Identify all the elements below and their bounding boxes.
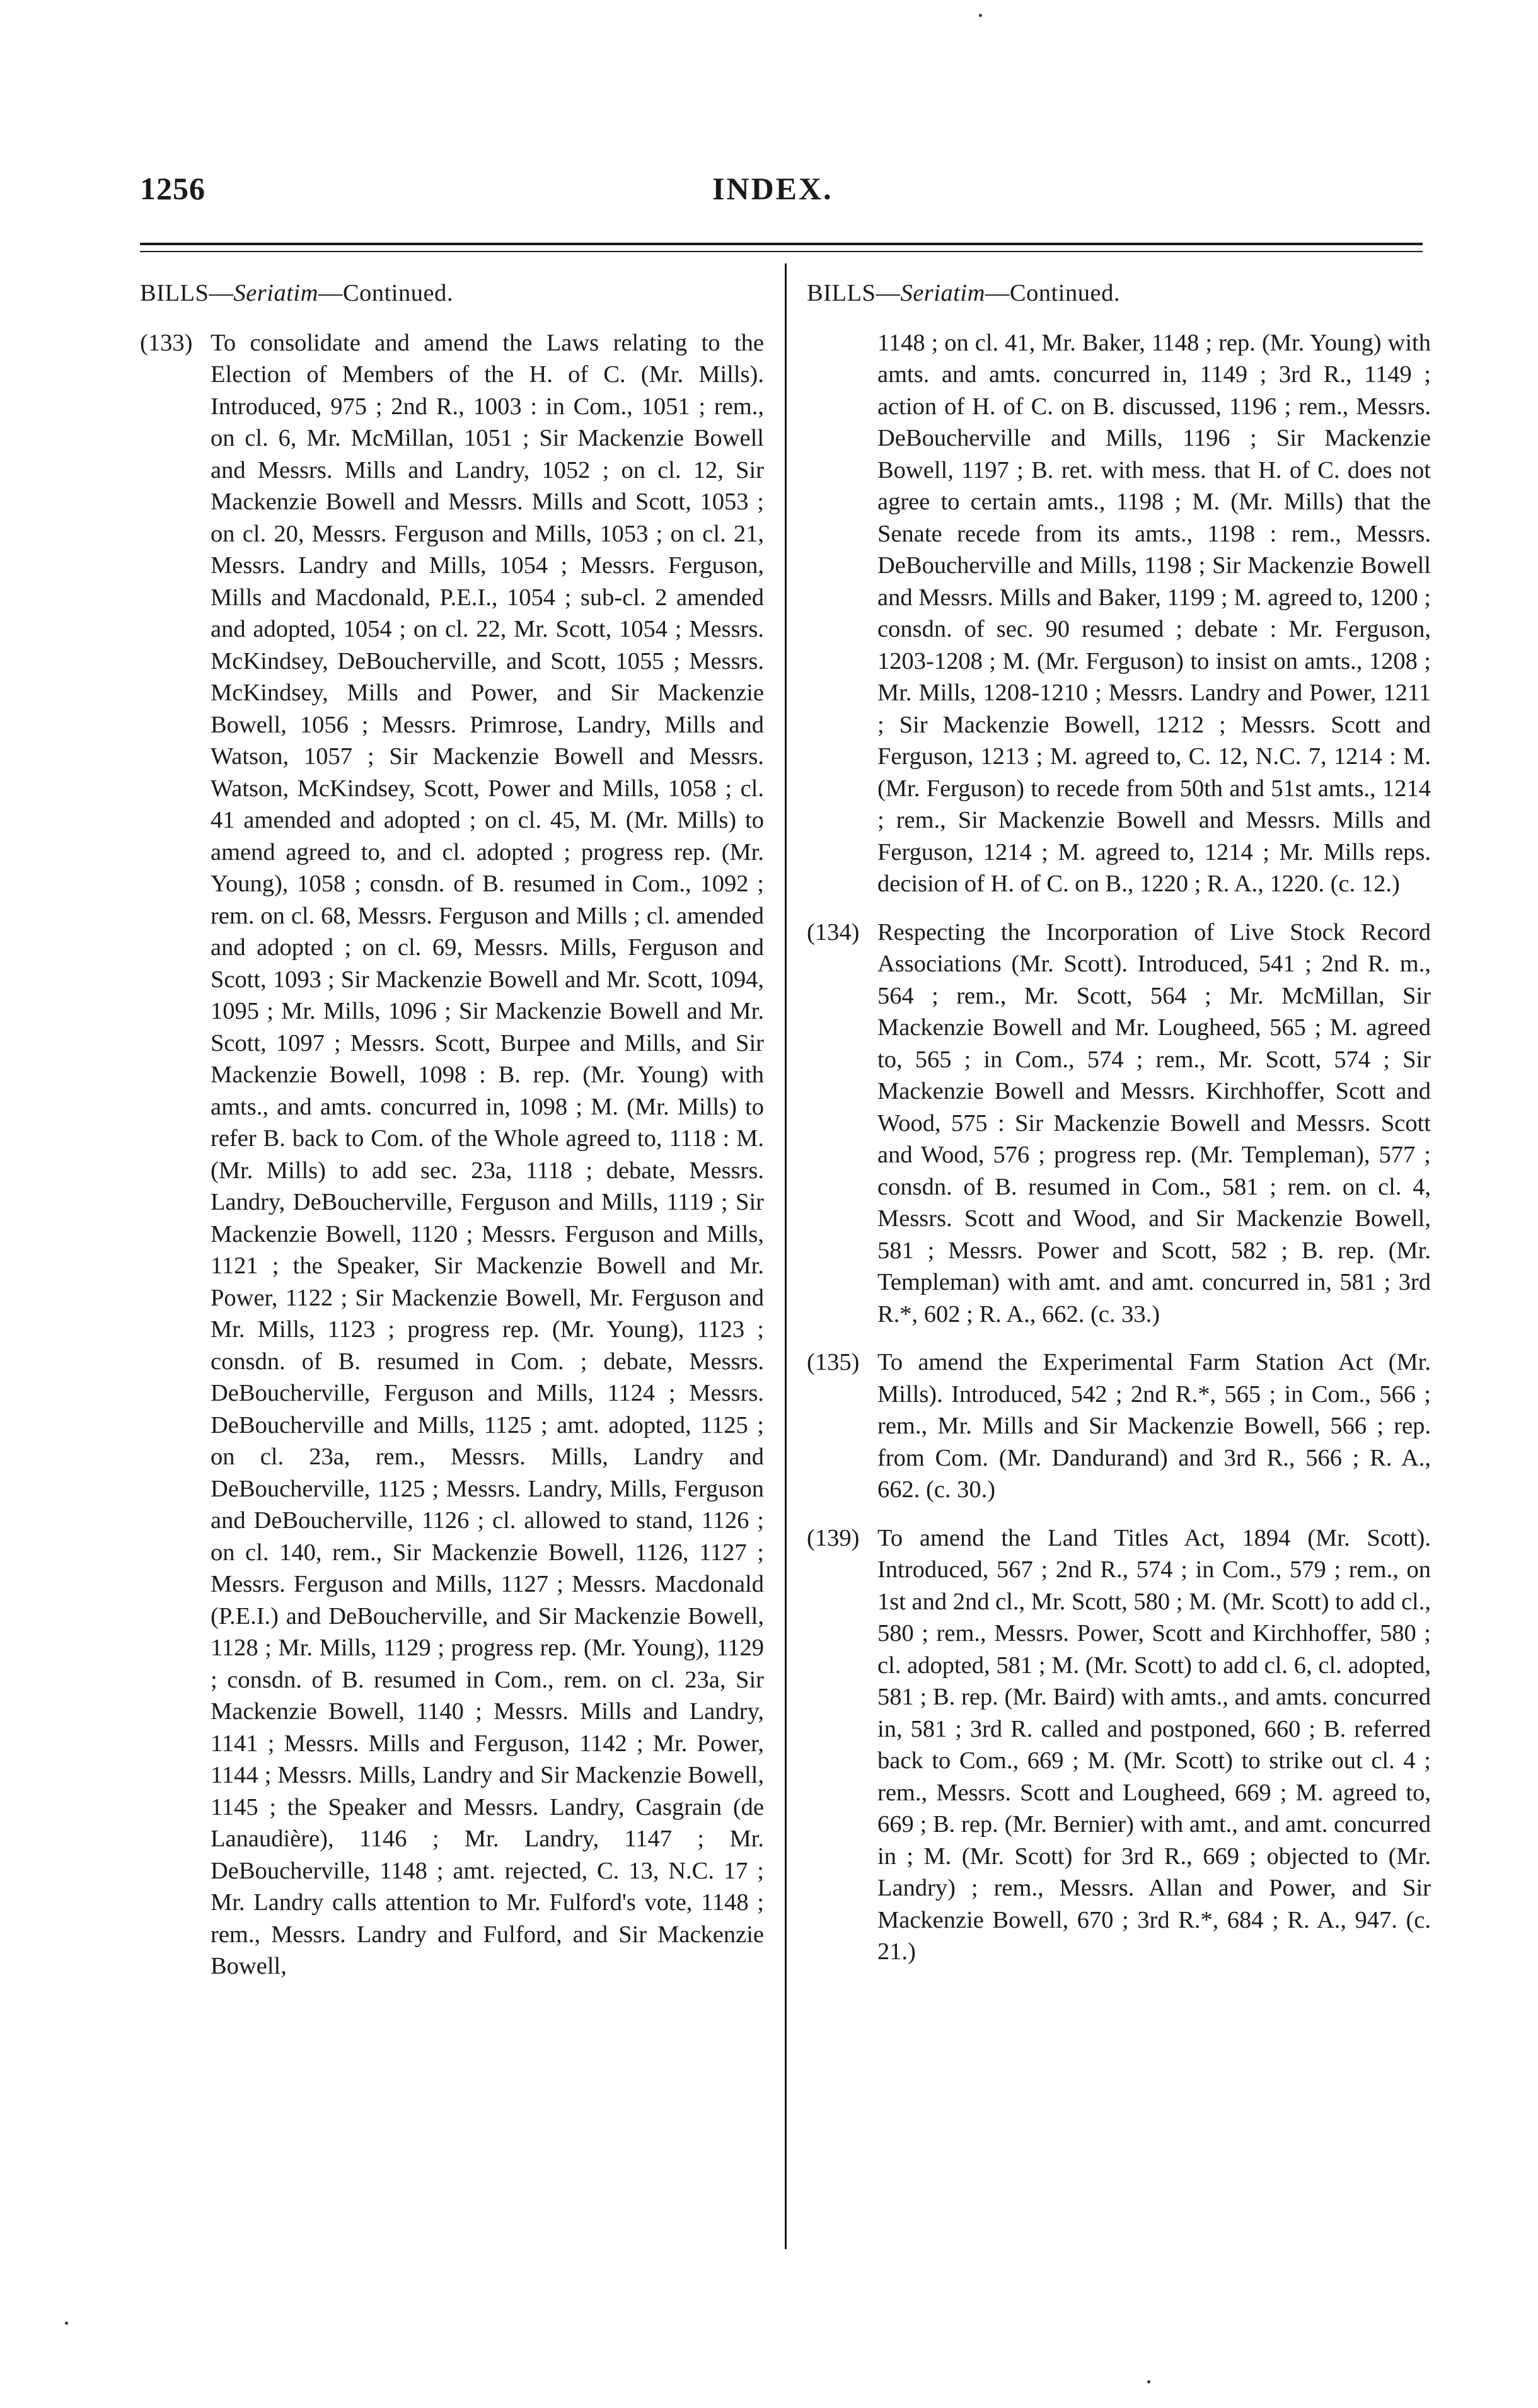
left-column-heading [140,277,764,310]
bill-number: (133) [140,329,193,356]
header-rule-thin [140,251,1423,252]
bill-text: Respecting the Incorporation of Live Stock Record Associations (Mr. Scott). Introduced, 541 ; 2nd R. m., 564 ; rem., Mr. Scott, 564 ; Mr. McMillan, Sir Mackenzie Bowell and Mr. Lougheed, 565 ; M. agreed to, 565 ; in Com., 574 ; rem., Mr. Scott, 574 ; Sir Mackenzie Bowell and Messrs. Kirchhoffer, Scott and Wood, 575 : Sir Mackenzie Bowell and Messrs. Scott and Wood, 576 ; progress rep. (Mr. Templeman), 577 ; consdn. of B. resumed in Com., 581 ; rem. on cl. 4, Messrs. Scott and Wood, and Sir Mackenzie Bowell, 581 ; Messrs. Power and Scott, 582 ; B. rep. (Mr. Templeman) with amt. and amt. concurred in, 581 ; 3rd R.*, 602 ; R. A., 662. (c. 33.) [877,918,1431,1328]
bill-text: To amend the Land Titles Act, 1894 (Mr. Scott). Introduced, 567 ; 2nd R., 574 ; in Com., 579 ; rem., on 1st and 2nd cl., Mr. Scott, 580 ; M. (Mr. Scott) to add cl., 580 ; rem., Messrs. Power, Scott and Kirchhoffer, 580 ; cl. adopted, 581 ; M. (Mr. Scott) to add cl. 6, cl. adopted, 581 ; B. rep. (Mr. Baird) with amts., and amts. concurred in, 581 ; 3rd R. called and postponed, 660 ; B. referred back to Com., 669 ; M. (Mr. Scott) to strike out cl. 4 ; rem., Messrs. Scott and Lougheed, 669 ; M. agreed to, 669 ; B. rep. (Mr. Bernier) with amt., and amt. concurred in ; M. (Mr. Scott) for 3rd R., 669 ; objected to (Mr. Landry) ; rem., Messrs. Allan and Power, and Sir Mackenzie Bowell, 670 ; 3rd R.*, 684 ; R. A., 947. (c. 21.) [877,1524,1431,1965]
bill-number: (139) [807,1524,860,1551]
print-speck [65,2322,68,2325]
bill-entry-135 [807,1346,1431,1506]
print-speck [979,14,982,17]
heading-main: BILLS— [807,280,901,306]
bill-entry-133-continuation: 1148 ; on cl. 41, Mr. Baker, 1148 ; rep. (Mr. Young) with amts. and amts. concurred in, 1149 ; 3rd R., 1149 ; action of H. of C. on B. discussed, 1196 ; rem., Messrs. DeBoucherville and Mills, 1196 ; Sir Mackenzie Bowell, 1197 ; B. ret. with mess. that H. of C. does not agree to certain amts., 1198 ; M. (Mr. Mills) that the Senate recede from its amts., 1198 : rem., Messrs. DeBoucherville and Mills, 1198 ; Sir Mackenzie Bowell and Messrs. Mills and Baker, 1199 ; M. agreed to, 1200 ; consdn. of sec. 90 resumed ; debate : Mr. Ferguson, 1203-1208 ; M. (Mr. Ferguson) to insist on amts., 1208 ; Mr. Mills, 1208-1210 ; Messrs. Landry and Power, 1211 ; Sir Mackenzie Bowell, 1212 ; Messrs. Scott and Ferguson, 1213 ; M. agreed to, C. 12, N.C. 7, 1214 : M. (Mr. Ferguson) to recede from 50th and 51st amts., 1214 ; rem., Sir Mackenzie Bowell and Messrs. Mills and Ferguson, 1214 ; M. agreed to, 1214 ; Mr. Mills reps. decision of H. of C. on B., 1220 ; R. A., 1220. (c. 12.) [877,329,1431,897]
page-number: 1256 [140,171,205,206]
right-column-heading [807,277,1431,310]
heading-tail: —Continued. [318,280,453,306]
column-divider [785,263,787,2249]
header-rule-thick [140,243,1423,245]
bill-entry-133 [140,327,764,1983]
bill-entry-139 [807,1522,1431,1968]
page-title: INDEX. [712,171,833,206]
heading-tail: —Continued. [985,280,1120,306]
print-speck [1147,2380,1150,2383]
bill-number: (134) [807,918,860,946]
bill-entry-134 [807,917,1431,1331]
heading-main: BILLS— [140,280,234,306]
heading-italic: Seriatim [900,280,985,306]
bill-number: (135) [807,1349,860,1375]
bill-text: To amend the Experimental Farm Station Act (Mr. Mills). Introduced, 542 ; 2nd R.*, 565 ; in Com., 566 ; rem., Mr. Mills and Sir Mackenzie Bowell, 566 ; rep. from Com. (Mr. Dandurand) and 3rd R., 566 ; R. A., 662. (c. 30.) [877,1349,1431,1503]
left-column [140,277,764,1999]
bill-text: To consolidate and amend the Laws relating to the Election of Members of the H. of C. (Mr. Mills). Introduced, 975 ; 2nd R., 1003 : in Com., 1051 ; rem., on cl. 6, Mr. McMillan, 1051 ; Sir Mackenzie Bowell and Messrs. Mills and Landry, 1052 ; on cl. 12, Sir Mackenzie Bowell and Messrs. Mills and Scott, 1053 ; on cl. 20, Messrs. Ferguson and Mills, 1053 ; on cl. 21, Messrs. Landry and Mills, 1054 ; Messrs. Ferguson, Mills and Macdonald, P.E.I., 1054 ; sub-cl. 2 amended and adopted, 1054 ; on cl. 22, Mr. Scott, 1054 ; Messrs. McKindsey, DeBoucherville, and Scott, 1055 ; Messrs. McKindsey, Mills and Power, and Sir Mackenzie Bowell, 1056 ; Messrs. Primrose, Landry, Mills and Watson, 1057 ; Sir Mackenzie Bowell and Messrs. Watson, McKindsey, Scott, Power and Mills, 1058 ; cl. 41 amended and adopted ; on cl. 45, M. (Mr. Mills) to amend agreed to, and cl. adopted ; progress rep. (Mr. Young), 1058 ; consdn. of B. resumed in Com., 1092 ; rem. on cl. 68, Messrs. Ferguson and Mills ; cl. amended and adopted ; on cl. 69, Messrs. Mills, Ferguson and Scott, 1093 ; Sir Mackenzie Bowell and Mr. Scott, 1094, 1095 ; Mr. Mills, 1096 ; Sir Mackenzie Bowell and Mr. Scott, 1097 ; Messrs. Scott, Burpee and Mills, and Sir Mackenzie Bowell, 1098 : B. rep. (Mr. Young) with amts., and amts. concurred in, 1098 ; M. (Mr. Mills) to refer B. back to Com. of the Whole agreed to, 1118 : M. (Mr. Mills) to add sec. 23a, 1118 ; debate, Messrs. Landry, DeBoucherville, Ferguson and Mills, 1119 ; Sir Mackenzie Bowell, 1120 ; Messrs. Ferguson and Mills, 1121 ; the Speaker, Sir Mackenzie Bowell and Mr. Power, 1122 ; Sir Mackenzie Bowell, Mr. Ferguson and Mr. Mills, 1123 ; progress rep. (Mr. Young), 1123 ; consdn. of B. resumed in Com. ; debate, Messrs. DeBoucherville, Ferguson and Mills, 1124 ; Messrs. DeBoucherville and Mills, 1125 ; amt. adopted, 1125 ; on cl. 23a, rem., Messrs. Mills, Landry and DeBoucherville, 1125 ; Messrs. Landry, Mills, Ferguson and DeBoucherville, 1126 ; cl. allowed to stand, 1126 ; on cl. 140, rem., Sir Mackenzie Bowell, 1126, 1127 ; Messrs. Ferguson and Mills, 1127 ; Messrs. Macdonald (P.E.I.) and DeBoucherville, and Sir Mackenzie Bowell, 1128 ; Mr. Mills, 1129 ; progress rep. (Mr. Young), 1129 ; consdn. of B. resumed in Com., rem. on cl. 23a, Sir Mackenzie Bowell, 1140 ; Messrs. Mills and Landry, 1141 ; Messrs. Mills and Ferguson, 1142 ; Mr. Power, 1144 ; Messrs. Mills, Landry and Sir Mackenzie Bowell, 1145 ; the Speaker and Messrs. Landry, Casgrain (de Lanaudière), 1146 ; Mr. Landry, 1147 ; Mr. DeBoucherville, 1148 ; amt. rejected, C. 13, N.C. 17 ; Mr. Landry calls attention to Mr. Fulford's vote, 1148 ; rem., Messrs. Landry and Fulford, and Sir Mackenzie Bowell, [211,329,764,1979]
right-column [807,277,1431,1984]
heading-italic: Seriatim [233,280,318,306]
